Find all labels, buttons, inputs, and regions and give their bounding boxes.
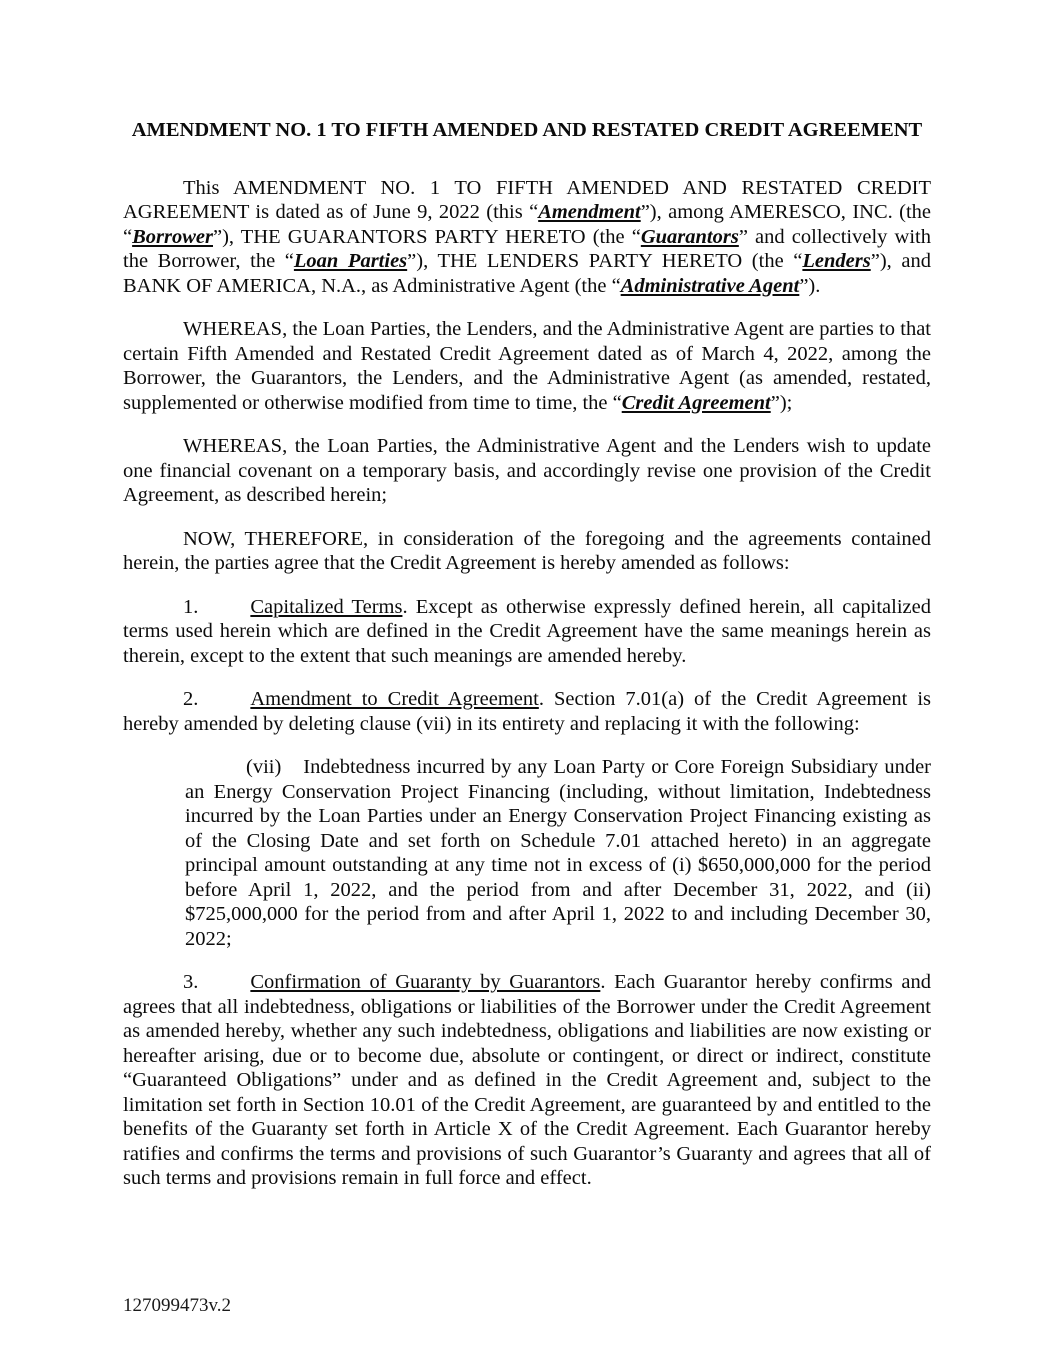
- text-run: Amendment: [538, 201, 641, 223]
- text-run: Amendment to Credit Agreement: [250, 688, 539, 710]
- text-run: ”).: [799, 274, 821, 297]
- text-run: . Except as otherwise expressly defined herein, all capitalized terms used herein which are defined in the Credit Agreement have the same meanings herein as therein, except to the extent that such meanings are amended hereby.: [123, 595, 931, 667]
- text-run: (vii): [246, 756, 282, 778]
- text-run: Administrative Agent: [620, 274, 800, 297]
- text-run: This AMENDMENT NO. 1 TO FIFTH AMENDED AND RESTATED CREDIT AGREEMENT is dated as of June 9, 2022 (this “: [123, 176, 931, 223]
- text-run: . Section 7.01(a) of the Credit Agreement is hereby amended by deleting clause (vii) in its entirety and replacing it with the following:: [123, 688, 931, 735]
- text-run: WHEREAS, the Loan Parties, the Administrative Agent and the Lenders wish to update one financial covenant on a temporary basis, and accordingly revise one provision of the Credit Agreement, as described herein;: [123, 435, 931, 506]
- paragraph-section-3-confirmation: [123, 970, 931, 1191]
- paragraph-section-2-amendment: [123, 687, 931, 736]
- text-run: ”);: [770, 391, 793, 414]
- text-run: WHEREAS, the Loan Parties, the Lenders, and the Administrative Agent are parties to that certain Fifth Amended and Restated Credit Agreement dated as of March 4, 2022, among the Borrower, the Guarantors, the Lenders, and the Administrative Agent (as amended, restated, supplemented or otherwise modified from time to time, the “: [123, 318, 931, 414]
- text-run: . Each Guarantor hereby confirms and agrees that all indebtedness, obligations or liabilities of the Borrower under the Credit Agreement as amended hereby, whether any such indebtedness, obligations and liabilities are now existing or hereafter arising, due or to become due, absolute or contingent, or direct or indirect, constitute “Guaranteed Obligations” under and as defined in the Credit Agreement and, subject to the limitation set forth in Section 10.01 of the Credit Agreement, are guaranteed by and entitled to the benefits of the Guaranty set forth in Article X of the Credit Agreement. Each Guarantor hereby ratifies and confirms the terms and provisions of such Guarantor’s Guaranty and agrees that all of such terms and provisions remain in full force and effect.: [123, 971, 931, 1189]
- text-run: ” and collectively with the Borrower, the “: [123, 225, 931, 272]
- text-run: ”), THE GUARANTORS PARTY HERETO (the “: [213, 225, 641, 248]
- text-run: 1.: [183, 595, 199, 618]
- text-run: Guarantors: [640, 225, 739, 248]
- text-run: Loan Parties: [293, 250, 408, 272]
- paragraph-section-1-capitalized-terms: [123, 595, 931, 669]
- text-run: 3.: [183, 971, 199, 993]
- paragraph-whereas-1: [123, 317, 931, 415]
- document-control-number: 127099473v.2: [123, 1295, 232, 1316]
- text-run: ”), among AMERESCO, INC. (the “: [123, 201, 931, 248]
- text-run: ”), THE LENDERS PARTY HERETO (the “: [407, 250, 803, 272]
- text-run: Indebtedness incurred by any Loan Party or Core Foreign Subsidiary under an Energy Conservation Project Financing (including, without limitation, Indebtedness incurred by the Loan Parties under an Energy Conservation Project Financing existing as of the Closing Date and set forth on Schedule 7.01 attached hereto) in an aggregate principal amount outstanding at any time not in excess of (i) $650,000,000 for the period before April 1, 2022, and the period from and after December 31, 2022, and (ii) $725,000,000 for the period from and after April 1, 2022 to and including December 30, 2022;: [185, 756, 931, 950]
- text-run: ”), and BANK OF AMERICA, N.A., as Administrative Agent (the “: [123, 250, 931, 297]
- text-run: Borrower: [132, 225, 213, 248]
- text-run: Lenders: [802, 250, 871, 272]
- text-run: Credit Agreement: [621, 391, 771, 414]
- text-run: Confirmation of Guaranty by Guarantors: [250, 971, 601, 993]
- document-title: AMENDMENT NO. 1 TO FIFTH AMENDED AND RESTATED CREDIT AGREEMENT: [131, 119, 923, 141]
- text-run: Capitalized Terms: [250, 595, 403, 618]
- paragraph-whereas-2: [123, 434, 931, 508]
- text-run: 2.: [183, 688, 199, 710]
- paragraph-clause-vii: [185, 755, 931, 951]
- paragraph-intro: [123, 176, 931, 299]
- paragraph-now-therefore: [123, 527, 931, 576]
- text-run: NOW, THEREFORE, in consideration of the foregoing and the agreements contained herein, the parties agree that the Credit Agreement is hereby amended as follows:: [123, 527, 931, 574]
